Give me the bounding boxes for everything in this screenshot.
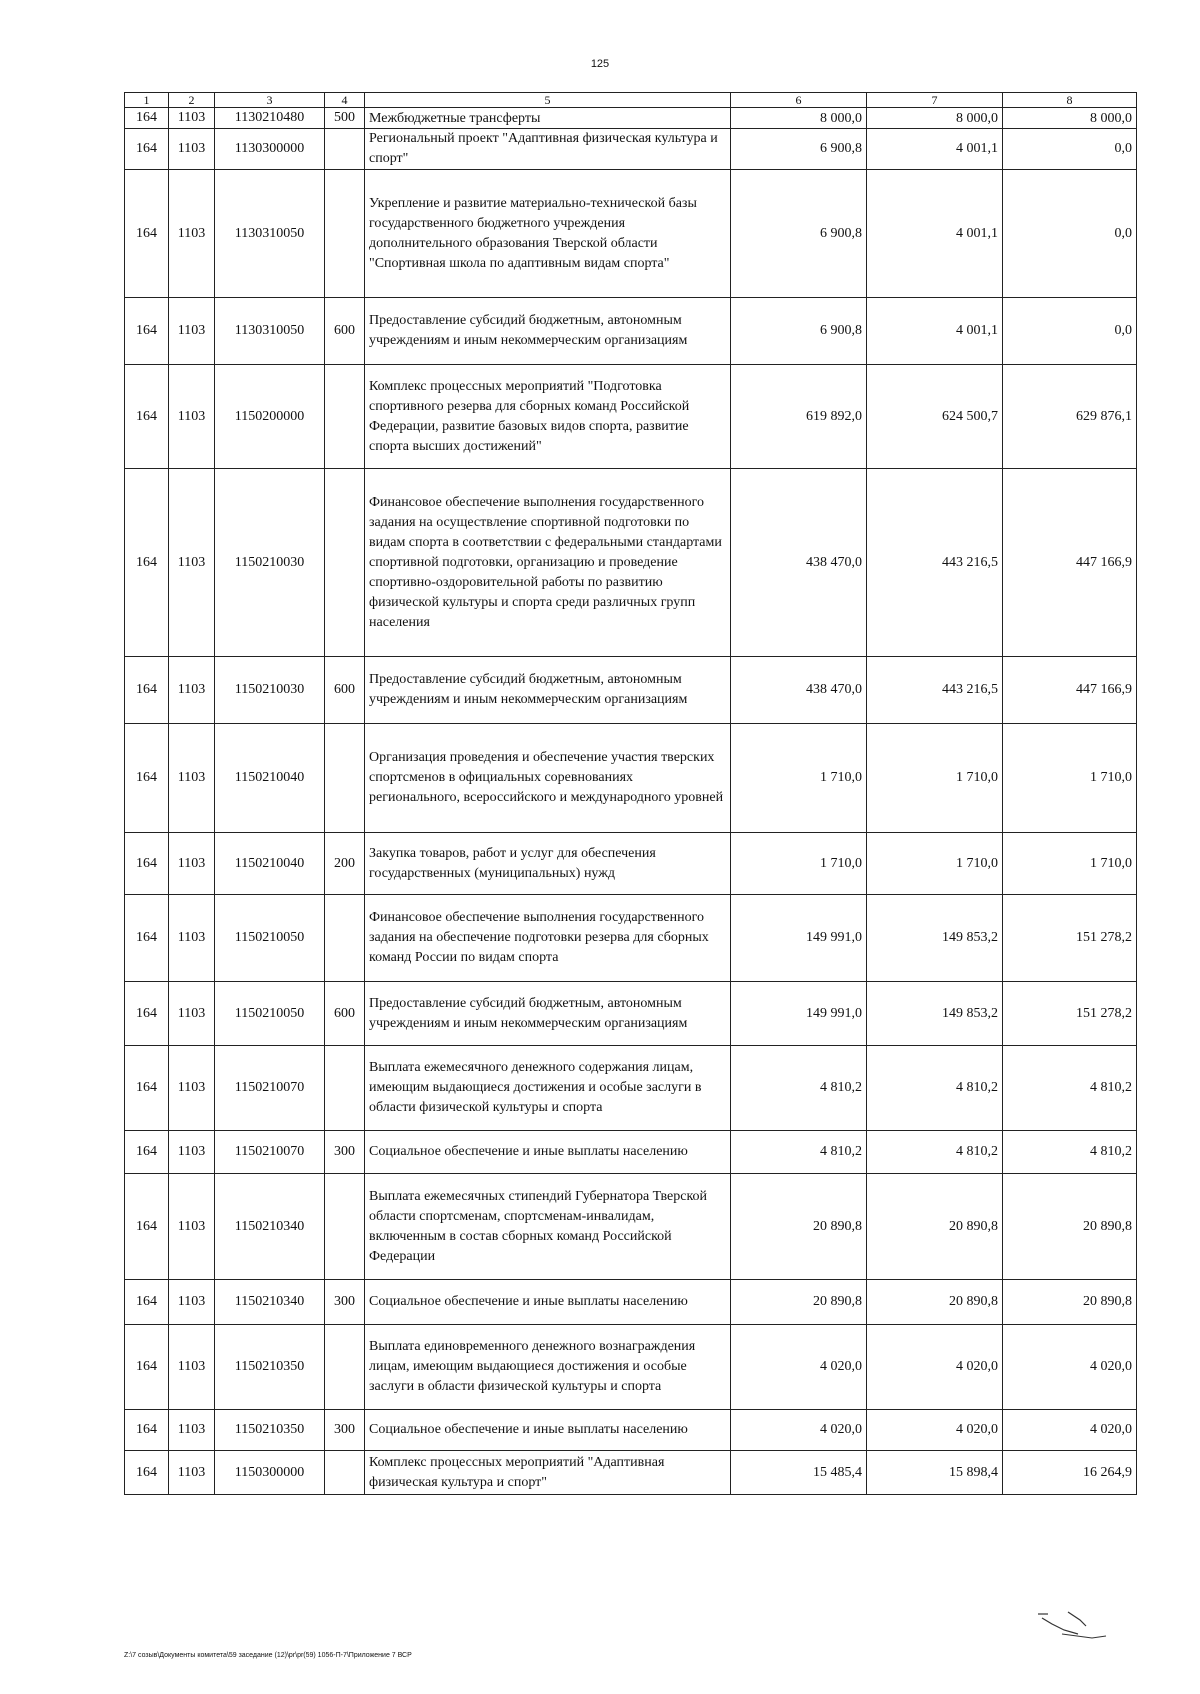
row-description: Комплекс процессных мероприятий "Адаптивная физическая культура и спорт": [365, 1451, 731, 1495]
expense-type-code: [325, 469, 365, 657]
amount-col-6: 4 020,0: [731, 1325, 867, 1410]
amount-col-8: 8 000,0: [1003, 108, 1137, 129]
amount-col-8: 4 810,2: [1003, 1131, 1137, 1174]
amount-col-7: 20 890,8: [867, 1280, 1003, 1325]
row-description: Укрепление и развитие материально-технической базы государственного бюджетного учреждения дополнительного образования Тверской области "Спортивная школа по адаптивным видам спорта": [365, 170, 731, 298]
amount-col-6: 149 991,0: [731, 895, 867, 982]
expense-type-code: [325, 1174, 365, 1280]
amount-col-8: 20 890,8: [1003, 1280, 1137, 1325]
column-number: 8: [1003, 93, 1137, 108]
section-code: 1103: [169, 657, 215, 724]
amount-col-8: 20 890,8: [1003, 1174, 1137, 1280]
amount-col-8: 151 278,2: [1003, 982, 1137, 1046]
amount-col-6: 619 892,0: [731, 365, 867, 469]
amount-col-6: 20 890,8: [731, 1174, 867, 1280]
ministry-code: 164: [125, 724, 169, 833]
amount-col-6: 15 485,4: [731, 1451, 867, 1495]
row-description: Выплата единовременного денежного вознаграждения лицам, имеющим выдающиеся достижения и особые заслуги в области физической культуры и спорта: [365, 1325, 731, 1410]
section-code: 1103: [169, 1410, 215, 1451]
column-number: 5: [365, 93, 731, 108]
target-article-code: 1150210040: [215, 724, 325, 833]
expense-type-code: 300: [325, 1131, 365, 1174]
amount-col-8: 4 020,0: [1003, 1325, 1137, 1410]
column-number: 4: [325, 93, 365, 108]
amount-col-7: 20 890,8: [867, 1174, 1003, 1280]
target-article-code: 1150210350: [215, 1410, 325, 1451]
amount-col-8: 0,0: [1003, 170, 1137, 298]
amount-col-7: 4 001,1: [867, 298, 1003, 365]
ministry-code: 164: [125, 982, 169, 1046]
ministry-code: 164: [125, 657, 169, 724]
amount-col-7: 8 000,0: [867, 108, 1003, 129]
target-article-code: 1150210070: [215, 1046, 325, 1131]
table-row: [125, 1174, 1137, 1280]
amount-col-7: 624 500,7: [867, 365, 1003, 469]
amount-col-8: 447 166,9: [1003, 469, 1137, 657]
row-description: Финансовое обеспечение выполнения государственного задания на обеспечение подготовки резерва для сборных команд России по видам спорта: [365, 895, 731, 982]
row-description: Социальное обеспечение и иные выплаты населению: [365, 1280, 731, 1325]
amount-col-8: 151 278,2: [1003, 895, 1137, 982]
column-number-row: [125, 93, 1137, 108]
column-number: 3: [215, 93, 325, 108]
target-article-code: 1150300000: [215, 1451, 325, 1495]
amount-col-8: 447 166,9: [1003, 657, 1137, 724]
amount-col-6: 6 900,8: [731, 298, 867, 365]
row-description: Социальное обеспечение и иные выплаты населению: [365, 1131, 731, 1174]
target-article-code: 1130310050: [215, 170, 325, 298]
table-row: [125, 724, 1137, 833]
ministry-code: 164: [125, 1451, 169, 1495]
amount-col-8: 1 710,0: [1003, 724, 1137, 833]
amount-col-8: 4 020,0: [1003, 1410, 1137, 1451]
row-description: Закупка товаров, работ и услуг для обеспечения государственных (муниципальных) нужд: [365, 833, 731, 895]
table-row: [125, 1325, 1137, 1410]
expense-type-code: 500: [325, 108, 365, 129]
table-row: [125, 1046, 1137, 1131]
section-code: 1103: [169, 982, 215, 1046]
expense-type-code: 600: [325, 657, 365, 724]
section-code: 1103: [169, 365, 215, 469]
amount-col-7: 4 020,0: [867, 1410, 1003, 1451]
column-number: 2: [169, 93, 215, 108]
target-article-code: 1150200000: [215, 365, 325, 469]
amount-col-7: 1 710,0: [867, 724, 1003, 833]
ministry-code: 164: [125, 1174, 169, 1280]
row-description: Организация проведения и обеспечение участия тверских спортсменов в официальных соревнованиях регионального, всероссийского и международного уровней: [365, 724, 731, 833]
amount-col-7: 15 898,4: [867, 1451, 1003, 1495]
row-description: Предоставление субсидий бюджетным, автономным учреждениям и иным некоммерческим организациям: [365, 982, 731, 1046]
amount-col-8: 0,0: [1003, 298, 1137, 365]
expense-type-code: [325, 724, 365, 833]
row-description: Региональный проект "Адаптивная физическая культура и спорт": [365, 129, 731, 170]
ministry-code: 164: [125, 895, 169, 982]
section-code: 1103: [169, 129, 215, 170]
page-number: 125: [590, 58, 610, 70]
amount-col-8: 629 876,1: [1003, 365, 1137, 469]
amount-col-6: 4 810,2: [731, 1046, 867, 1131]
amount-col-7: 149 853,2: [867, 982, 1003, 1046]
section-code: 1103: [169, 108, 215, 129]
ministry-code: 164: [125, 833, 169, 895]
expense-type-code: [325, 895, 365, 982]
row-description: Выплата ежемесячных стипендий Губернатора Тверской области спортсменам, спортсменам-инвалидам, включенным в состав сборных команд Российской Федерации: [365, 1174, 731, 1280]
handwritten-mark: [1034, 1606, 1114, 1640]
table-row: [125, 1131, 1137, 1174]
ministry-code: 164: [125, 1325, 169, 1410]
column-number: 6: [731, 93, 867, 108]
target-article-code: 1150210070: [215, 1131, 325, 1174]
ministry-code: 164: [125, 1131, 169, 1174]
table-row: [125, 657, 1137, 724]
target-article-code: 1150210050: [215, 982, 325, 1046]
target-article-code: 1150210340: [215, 1280, 325, 1325]
ministry-code: 164: [125, 1280, 169, 1325]
expense-type-code: 300: [325, 1410, 365, 1451]
target-article-code: 1150210030: [215, 657, 325, 724]
amount-col-7: 443 216,5: [867, 469, 1003, 657]
ministry-code: 164: [125, 1410, 169, 1451]
amount-col-6: 438 470,0: [731, 657, 867, 724]
amount-col-6: 4 810,2: [731, 1131, 867, 1174]
section-code: 1103: [169, 833, 215, 895]
ministry-code: 164: [125, 469, 169, 657]
amount-col-7: 4 020,0: [867, 1325, 1003, 1410]
amount-col-7: 149 853,2: [867, 895, 1003, 982]
amount-col-6: 8 000,0: [731, 108, 867, 129]
amount-col-8: 0,0: [1003, 129, 1137, 170]
table-row: [125, 982, 1137, 1046]
ministry-code: 164: [125, 298, 169, 365]
amount-col-8: 4 810,2: [1003, 1046, 1137, 1131]
amount-col-7: 4 001,1: [867, 129, 1003, 170]
expense-type-code: [325, 365, 365, 469]
amount-col-6: 6 900,8: [731, 170, 867, 298]
amount-col-6: 1 710,0: [731, 833, 867, 895]
amount-col-7: 4 001,1: [867, 170, 1003, 298]
expense-type-code: 600: [325, 982, 365, 1046]
expense-type-code: [325, 1046, 365, 1131]
section-code: 1103: [169, 1174, 215, 1280]
target-article-code: 1130300000: [215, 129, 325, 170]
target-article-code: 1150210030: [215, 469, 325, 657]
expense-type-code: [325, 170, 365, 298]
column-number: 7: [867, 93, 1003, 108]
amount-col-6: 4 020,0: [731, 1410, 867, 1451]
target-article-code: 1150210350: [215, 1325, 325, 1410]
section-code: 1103: [169, 724, 215, 833]
target-article-code: 1150210040: [215, 833, 325, 895]
row-description: Социальное обеспечение и иные выплаты населению: [365, 1410, 731, 1451]
table-row: [125, 469, 1137, 657]
file-path-footer: Z:\7 созыв\Документы комитета\59 заседание (12)\pr\pr(59) 1056-П-7\Приложение 7 ВСР: [124, 1652, 412, 1659]
ministry-code: 164: [125, 1046, 169, 1131]
amount-col-6: 20 890,8: [731, 1280, 867, 1325]
row-description: Межбюджетные трансферты: [365, 108, 731, 129]
row-description: Предоставление субсидий бюджетным, автономным учреждениям и иным некоммерческим организациям: [365, 298, 731, 365]
section-code: 1103: [169, 1046, 215, 1131]
row-description: Предоставление субсидий бюджетным, автономным учреждениям и иным некоммерческим организациям: [365, 657, 731, 724]
table-row: [125, 1280, 1137, 1325]
table-row: [125, 298, 1137, 365]
section-code: 1103: [169, 469, 215, 657]
table-row: [125, 1410, 1137, 1451]
table-row: [125, 365, 1137, 469]
table-row: [125, 170, 1137, 298]
amount-col-7: 4 810,2: [867, 1046, 1003, 1131]
section-code: 1103: [169, 1131, 215, 1174]
ministry-code: 164: [125, 365, 169, 469]
amount-col-8: 16 264,9: [1003, 1451, 1137, 1495]
expense-type-code: 300: [325, 1280, 365, 1325]
table-row: [125, 895, 1137, 982]
amount-col-7: 4 810,2: [867, 1131, 1003, 1174]
table-row: [125, 129, 1137, 170]
row-description: Финансовое обеспечение выполнения государственного задания на осуществление спортивной подготовки по видам спорта в соответствии с федеральными стандартами спортивной подготовки, организацию и проведение спортивно-оздоровительной работы по развитию физической культуры и спорта среди различных групп населения: [365, 469, 731, 657]
amount-col-6: 149 991,0: [731, 982, 867, 1046]
ministry-code: 164: [125, 108, 169, 129]
expense-type-code: 600: [325, 298, 365, 365]
row-description: Комплекс процессных мероприятий "Подготовка спортивного резерва для сборных команд Российской Федерации, развитие базовых видов спорта, развитие спорта высших достижений": [365, 365, 731, 469]
amount-col-8: 1 710,0: [1003, 833, 1137, 895]
column-number: 1: [125, 93, 169, 108]
expense-type-code: [325, 1325, 365, 1410]
table-row: [125, 833, 1137, 895]
ministry-code: 164: [125, 129, 169, 170]
expense-type-code: [325, 129, 365, 170]
target-article-code: 1130310050: [215, 298, 325, 365]
table-row: [125, 108, 1137, 129]
amount-col-7: 1 710,0: [867, 833, 1003, 895]
amount-col-7: 443 216,5: [867, 657, 1003, 724]
expense-type-code: [325, 1451, 365, 1495]
target-article-code: 1150210340: [215, 1174, 325, 1280]
target-article-code: 1150210050: [215, 895, 325, 982]
row-description: Выплата ежемесячного денежного содержания лицам, имеющим выдающиеся достижения и особые заслуги в области физической культуры и спорта: [365, 1046, 731, 1131]
section-code: 1103: [169, 895, 215, 982]
section-code: 1103: [169, 1325, 215, 1410]
section-code: 1103: [169, 298, 215, 365]
budget-table: [124, 92, 1137, 1495]
expense-type-code: 200: [325, 833, 365, 895]
amount-col-6: 1 710,0: [731, 724, 867, 833]
amount-col-6: 6 900,8: [731, 129, 867, 170]
table-row: [125, 1451, 1137, 1495]
ministry-code: 164: [125, 170, 169, 298]
section-code: 1103: [169, 1280, 215, 1325]
section-code: 1103: [169, 170, 215, 298]
target-article-code: 1130210480: [215, 108, 325, 129]
section-code: 1103: [169, 1451, 215, 1495]
amount-col-6: 438 470,0: [731, 469, 867, 657]
